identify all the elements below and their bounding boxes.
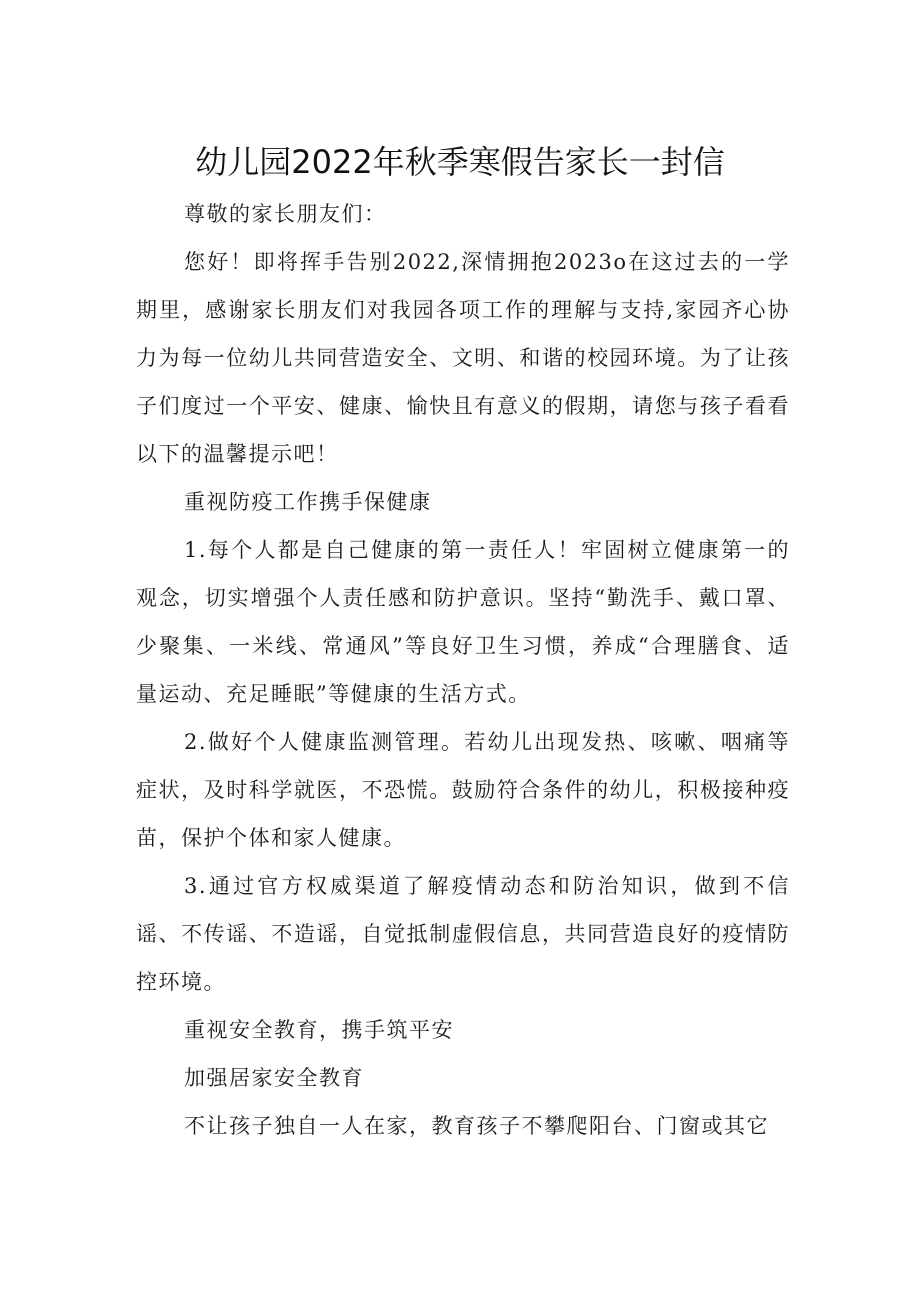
tip-paragraph-2: 2.做好个人健康监测管理。若幼儿出现发热、咳嗽、咽痛等症状，及时科学就医，不恐慌。鼓励符合条件的幼儿，积极接种疫苗，保护个体和家人健康。 [136,730,790,850]
section-heading-safety: 重视安全教育，携手筑平安 [184,1018,454,1042]
salutation: 尊敬的家长朋友们： [184,202,387,226]
intro-paragraph: 您好！即将挥手告别2022,深情拥抱2023o在这过去的一学期里，感谢家长朋友们对我园各项工作的理解与支持,家园齐心协力为每一位幼儿共同营造安全、文明、和谐的校园环境。为了让孩子们度过一个平安、健康、愉快且有意义的假期，请您与孩子看看以下的温馨提示吧！ [136,250,790,466]
subsection-heading-home-safety: 加强居家安全教育 [184,1066,364,1090]
home-safety-paragraph: 不让孩子独自一人在家，教育孩子不攀爬阳台、门窗或其它 [184,1114,769,1138]
document-body [136,190,790,1150]
section-heading-epidemic: 重视防疫工作携手保健康 [184,490,432,514]
document-title: 幼儿园2022年秋季寒假告家长一封信 [195,143,725,181]
tip-paragraph-3: 3.通过官方权威渠道了解疫情动态和防治知识，做到不信谣、不传谣、不造谣，自觉抵制虚假信息，共同营造良好的疫情防控环境。 [136,874,790,994]
tip-paragraph-1: 1.每个人都是自己健康的第一责任人！牢固树立健康第一的观念，切实增强个人责任感和防护意识。坚持“勤洗手、戴口罩、少聚集、一米线、常通风”等良好卫生习惯，养成“合理膳食、适量运动、充足睡眠”等健康的生活方式。 [136,538,790,706]
